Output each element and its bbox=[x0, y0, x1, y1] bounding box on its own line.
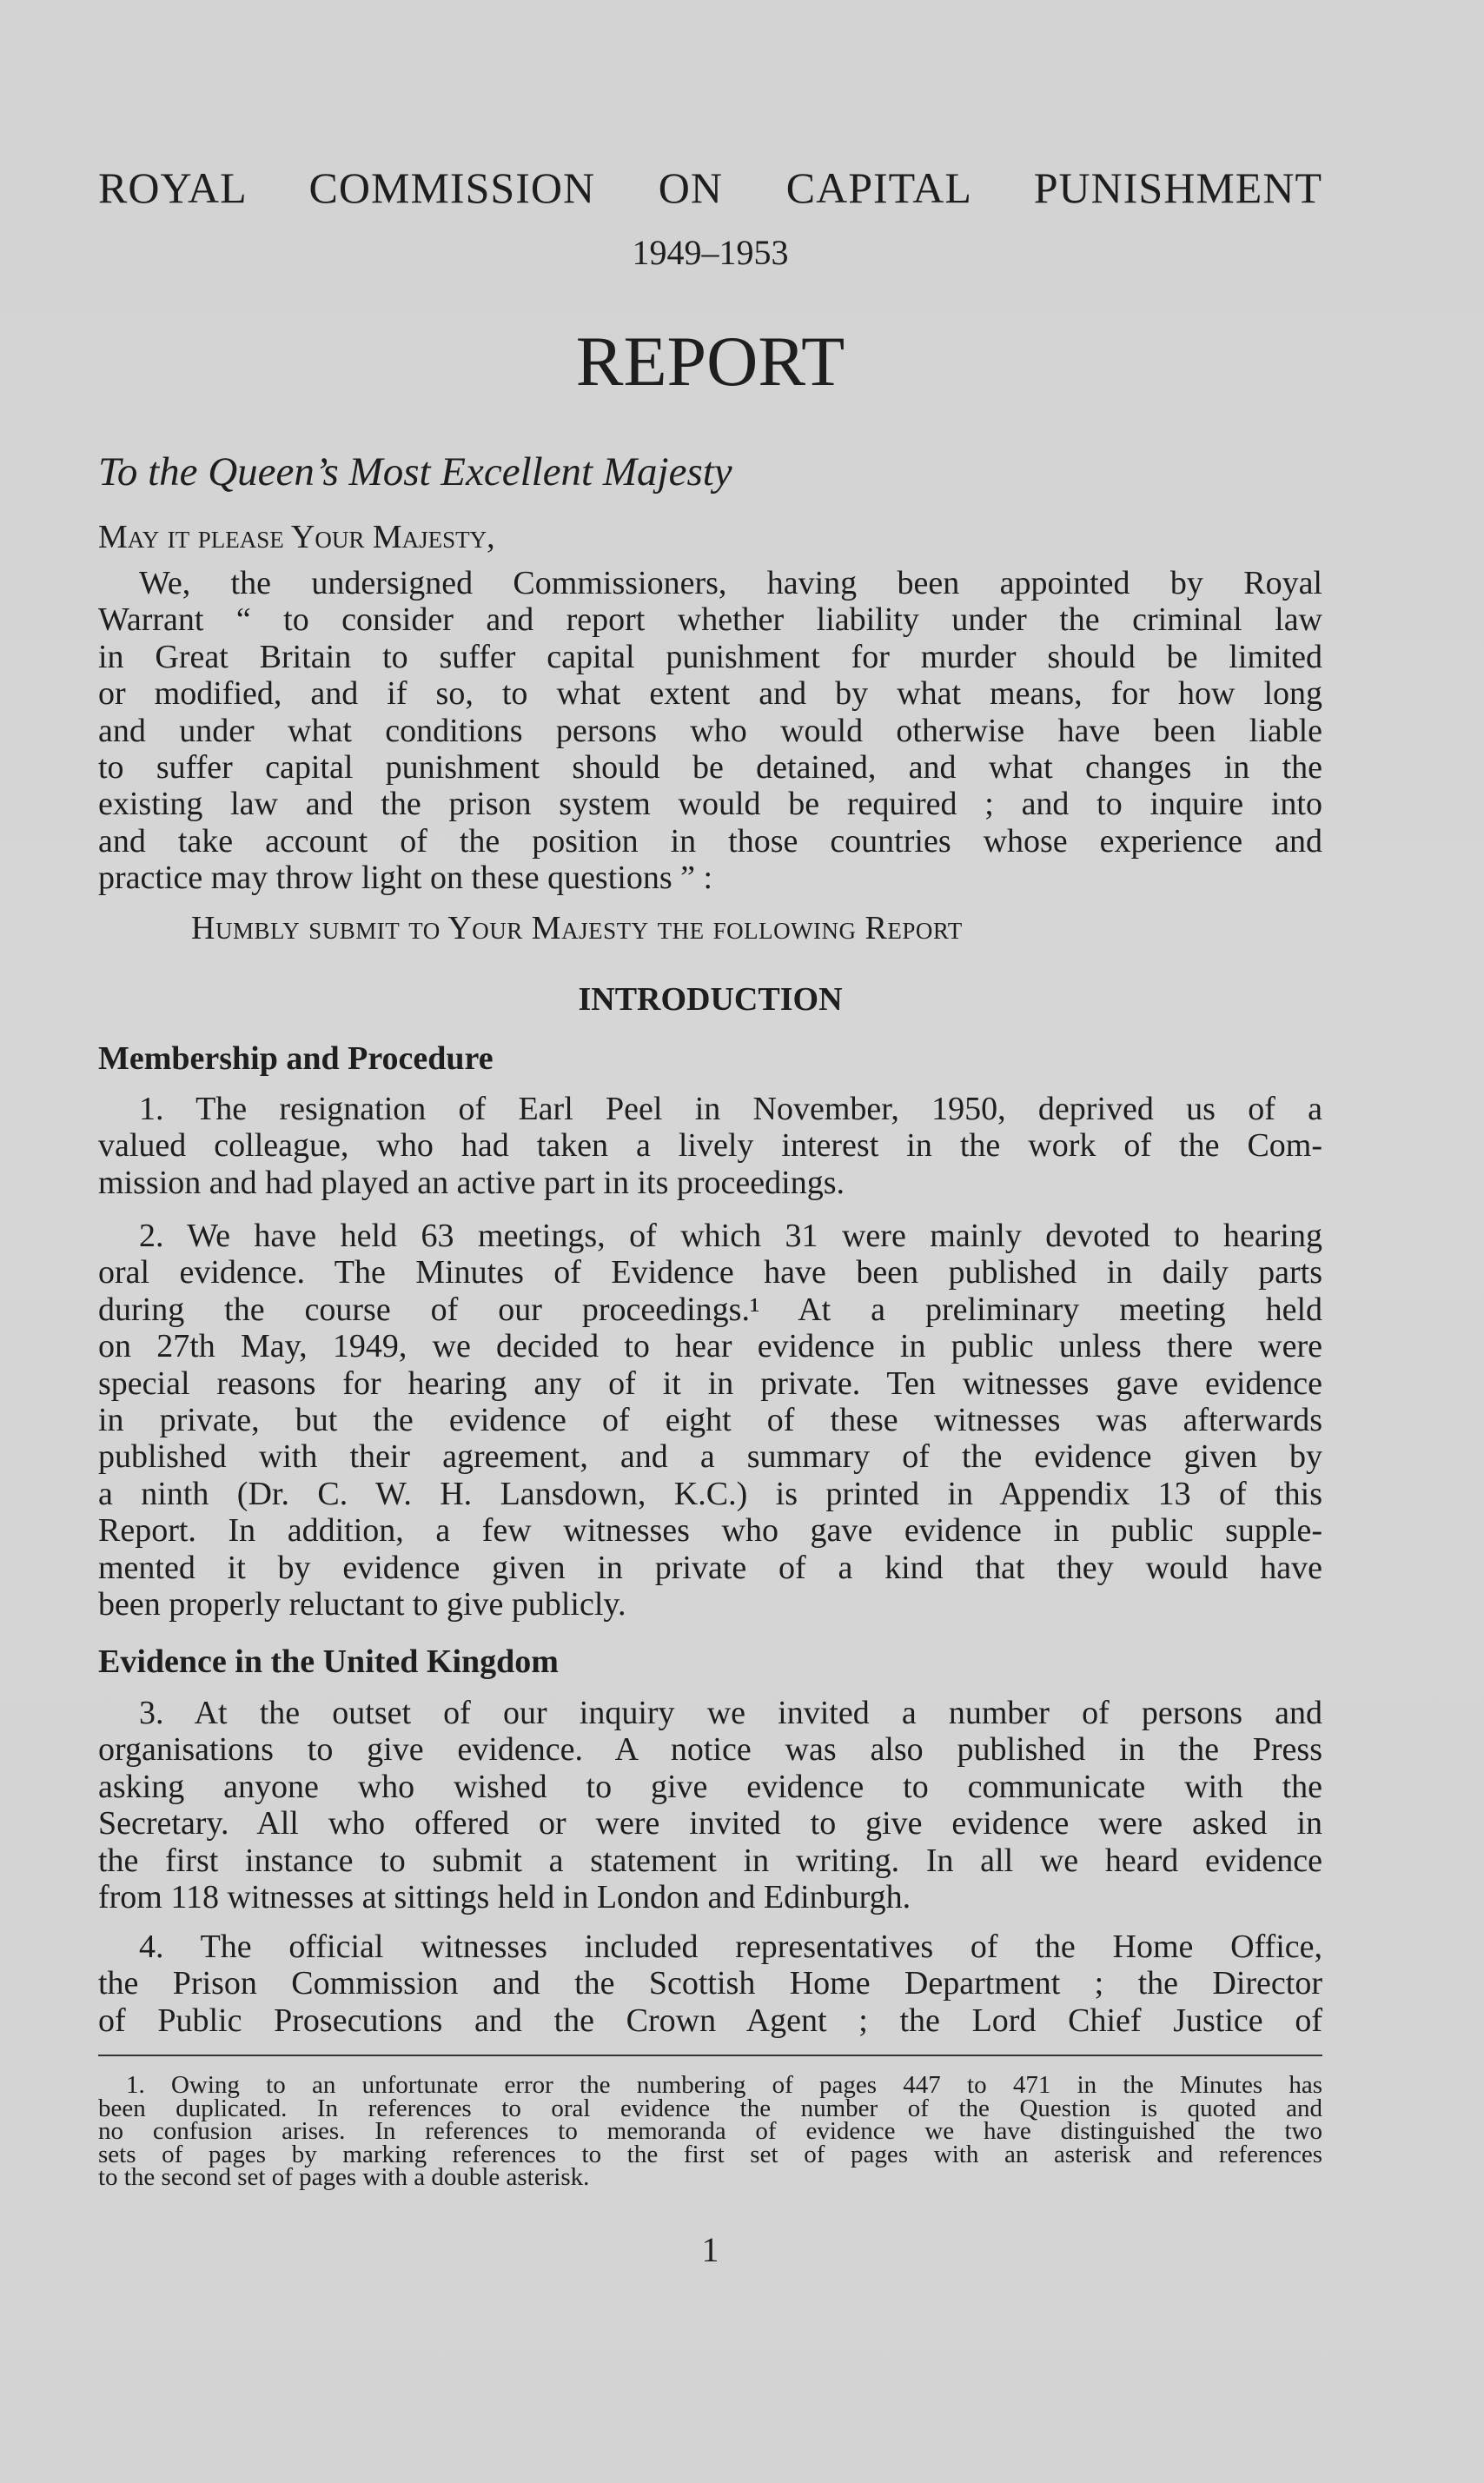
commission-years: 1949–1953 bbox=[632, 233, 789, 272]
section-title: INTRODUCTION bbox=[578, 981, 843, 1018]
salutation: May it please Your Majesty, bbox=[98, 519, 495, 555]
text-line: 3. At the outset of our inquiry we invited a number of persons and bbox=[139, 1695, 1322, 1731]
text-line: and under what conditions persons who would otherwise have been liable bbox=[98, 712, 1322, 749]
text-line: organisations to give evidence. A notice was also published in the Press bbox=[98, 1731, 1322, 1769]
text-line: mission and had played an active part in its proceedings. bbox=[98, 1164, 845, 1201]
heading-evidence-uk: Evidence in the United Kingdom bbox=[98, 1643, 559, 1680]
text-line: Report. In addition, a few witnesses who gave evidence in public supple- bbox=[98, 1512, 1322, 1550]
paragraph-4 bbox=[98, 1929, 1322, 2039]
dedication: To the Queen’s Most Excellent Majesty bbox=[98, 449, 732, 495]
heading-membership: Membership and Procedure bbox=[98, 1040, 494, 1077]
text-line: during the course of our proceedings.¹ At a preliminary meeting held bbox=[98, 1291, 1322, 1328]
text-line: asking anyone who wished to give evidence to communicate with the bbox=[98, 1768, 1322, 1805]
text-line: published with their agreement, and a summary of the evidence given by bbox=[98, 1438, 1322, 1476]
text-line: or modified, and if so, to what extent and by what means, for how long bbox=[98, 675, 1322, 713]
preamble-paragraph bbox=[98, 565, 1322, 897]
text-line: special reasons for hearing any of it in private. Ten witnesses gave evidence bbox=[98, 1364, 1322, 1402]
commission-title: ROYAL COMMISSION ON CAPITAL PUNISHMENT bbox=[98, 163, 1322, 212]
text-line: 1. Owing to an unfortunate error the numbering of pages 447 to 471 in the Minutes has bbox=[126, 2071, 1322, 2099]
paragraph-3 bbox=[98, 1695, 1322, 1915]
footnote-rule bbox=[98, 2055, 1322, 2056]
text-line: been properly reluctant to give publicly. bbox=[98, 1585, 626, 1623]
submission-line: Humbly submit to Your Majesty the following Report bbox=[191, 910, 963, 946]
paragraph-2 bbox=[98, 1218, 1322, 1623]
text-line: valued colleague, who had taken a lively interest in the work of the Com- bbox=[98, 1127, 1322, 1165]
text-line: and take account of the position in those countries whose experience and bbox=[98, 822, 1322, 860]
text-line: the first instance to submit a statement in writing. In all we heard evidence bbox=[98, 1842, 1322, 1879]
text-line: sets of pages by marking references to the first set of pages with an asterisk and references bbox=[98, 2140, 1322, 2168]
text-line: 2. We have held 63 meetings, of which 31 were mainly devoted to hearing bbox=[139, 1218, 1322, 1254]
page-number: 1 bbox=[701, 2230, 719, 2269]
text-line: to suffer capital punishment should be detained, and what changes in the bbox=[98, 748, 1322, 786]
footnote bbox=[98, 2071, 1322, 2191]
text-line: a ninth (Dr. C. W. H. Lansdown, K.C.) is printed in Appendix 13 of this bbox=[98, 1475, 1322, 1512]
text-line: been duplicated. In references to oral evidence the number of the Question is quoted and bbox=[98, 2094, 1322, 2122]
text-line: Secretary. All who offered or were invited to give evidence were asked in bbox=[98, 1805, 1322, 1842]
text-line: no confusion arises. In references to memoranda of evidence we have distinguished the two bbox=[98, 2117, 1322, 2145]
text-line: practice may throw light on these questions ” : bbox=[98, 860, 713, 897]
text-line: 4. The official witnesses included representatives of the Home Office, bbox=[139, 1929, 1322, 1965]
text-line: the Prison Commission and the Scottish Home Department ; the Director bbox=[98, 1965, 1322, 2002]
text-line: existing law and the prison system would be required ; and to inquire into bbox=[98, 786, 1322, 823]
text-line: on 27th May, 1949, we decided to hear evidence in public unless there were bbox=[98, 1328, 1322, 1365]
text-line: to the second set of pages with a double asterisk. bbox=[98, 2163, 590, 2191]
paragraph-1 bbox=[98, 1091, 1322, 1201]
text-line: of Public Prosecutions and the Crown Agent ; the Lord Chief Justice of bbox=[98, 2002, 1322, 2039]
report-title: REPORT bbox=[575, 322, 845, 401]
text-line: in private, but the evidence of eight of these witnesses was afterwards bbox=[98, 1401, 1322, 1438]
text-line: mented it by evidence given in private of a kind that they would have bbox=[98, 1549, 1322, 1586]
text-line: in Great Britain to suffer capital punishment for murder should be limited bbox=[98, 638, 1322, 675]
text-line: oral evidence. The Minutes of Evidence have been published in daily parts bbox=[98, 1254, 1322, 1291]
text-line: from 118 witnesses at sittings held in London and Edinburgh. bbox=[98, 1878, 911, 1915]
text-line: 1. The resignation of Earl Peel in November, 1950, deprived us of a bbox=[139, 1091, 1322, 1127]
text-line: We, the undersigned Commissioners, having been appointed by Royal bbox=[139, 565, 1322, 601]
text-line: Warrant “ to consider and report whether liability under the criminal law bbox=[98, 601, 1322, 639]
